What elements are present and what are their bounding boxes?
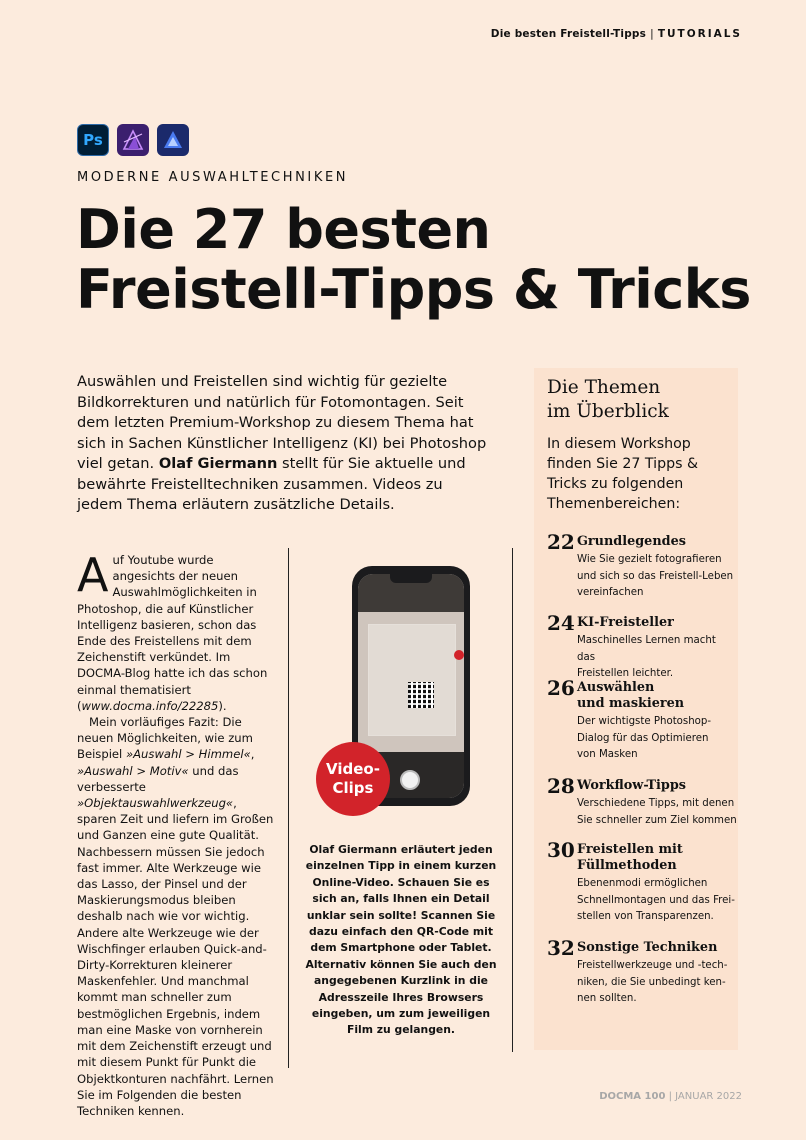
app-icons xyxy=(77,124,189,156)
topic-desc-line: stellen von Transparenzen. xyxy=(577,911,714,922)
body-text: und das verbesserte xyxy=(77,763,239,794)
topic-title-line: Füllmethoden xyxy=(577,858,677,873)
topic-page: 24 xyxy=(547,611,575,635)
topic-desc-line: Schnellmontagen und das Frei- xyxy=(577,894,735,906)
topic-title-line: KI-Freisteller xyxy=(577,615,674,630)
topic-title xyxy=(577,940,737,956)
topic-desc xyxy=(577,714,737,764)
shutter-button-icon xyxy=(400,770,420,790)
topic-desc xyxy=(577,633,737,683)
topic-item xyxy=(547,774,737,829)
intro-text xyxy=(77,372,487,516)
topic-desc-line: Freistellwerkzeuge und -tech- xyxy=(577,960,728,971)
topic-page: 26 xyxy=(547,676,575,700)
body-column xyxy=(77,548,277,1119)
topic-title-line: Auswählen xyxy=(577,680,655,695)
topic-title xyxy=(577,534,737,550)
photoshop-icon: Ps xyxy=(77,124,109,156)
body-text: uf Youtube wurde angesichts der neuen Auswahlmöglichkeiten in Photoshop, die auf Künstlicher Intelligenz basieren, schon das Ende des Freistellens mit dem Zeichenstift verkündet. Im DOCMA-Blog hatte ich das schon einmal thematisiert ( xyxy=(77,553,268,713)
topic-desc-line: und sich so das Freistell-Leben xyxy=(577,570,734,582)
topic-desc-line: Sie schneller zum Ziel kommen xyxy=(577,814,737,826)
topic-page: 32 xyxy=(547,936,575,960)
topic-page: 30 xyxy=(547,838,575,862)
topic-item xyxy=(547,936,737,1008)
topic-desc-line: Freistellen leichter. xyxy=(577,668,674,679)
intro-part-2: stellt für Sie aktuelle und bewährte Freistelltechniken zusammen. Videos zu jedem Thema erläutern zusätzliche Details. xyxy=(77,455,466,513)
topic-item xyxy=(547,676,737,764)
topic-title xyxy=(577,680,737,712)
topic-desc-line: niken, die Sie unbedingt ken- xyxy=(577,976,726,988)
topic-desc xyxy=(577,552,737,602)
topic-title-line: Freistellen mit xyxy=(577,842,683,857)
topic-desc-line: Maschinelles Lernen macht das xyxy=(577,635,716,663)
column-divider-right xyxy=(512,548,513,1052)
header-separator: | xyxy=(650,28,654,40)
topic-desc-line: von Masken xyxy=(577,749,638,760)
badge-line-2: Clips xyxy=(332,779,374,797)
badge-line-1: Video- xyxy=(326,760,380,778)
header-section: TUTORIALS xyxy=(657,28,742,40)
video-clips-badge xyxy=(316,742,390,816)
topic-item xyxy=(547,611,737,683)
sidebar-title-line-1: Die Themen xyxy=(547,377,661,398)
footer-issue: JANUAR 2022 xyxy=(675,1091,742,1102)
body-text: Mein vorläufiges Fazit: Die neuen Möglichkeiten, wie zum Beispiel xyxy=(77,715,253,762)
topic-title xyxy=(577,842,737,874)
menu-path: »Auswahl > Himmel« xyxy=(125,747,251,762)
topic-title xyxy=(577,778,737,794)
luminar-icon xyxy=(157,124,189,156)
blog-link[interactable]: www.docma.info/22285 xyxy=(81,698,219,713)
topics-sidebar xyxy=(534,368,738,1050)
topic-desc xyxy=(577,796,737,829)
topic-desc-line: Dialog für das Optimieren xyxy=(577,732,709,744)
topic-title xyxy=(577,615,737,631)
body-text: , sparen Zeit und liefern im Großen und Ganzen eine gute Qualität. Nachbessern müssen Sie jedoch fast immer. Alte Werkzeuge wie das Lasso, der Pinsel und der Maskierungsmodus bleiben deshalb nach wie vor wichtig. Andere alte Werkzeuge wie der Wischfinger erlauben Quick-and-Dirty-Korrekturen kleinerer Maskenfehler. Und manchmal kommt man schneller zum bestmöglichen Ergebnis, indem man eine Maske von vornherein mit dem Zeichenstift erzeugt und mit diesem Punkt für Punkt die Objektkonturen nachfährt. Lernen Sie im Folgenden die besten Techniken kennen. xyxy=(77,796,274,1118)
topic-page: 28 xyxy=(547,774,575,798)
footer-magazine: DOCMA 100 xyxy=(599,1091,666,1102)
footer-separator: | xyxy=(668,1091,672,1102)
topic-desc-line: Wie Sie gezielt fotografieren xyxy=(577,554,722,565)
tool-name: »Objektauswahlwerkzeug« xyxy=(77,796,234,811)
sidebar-title xyxy=(547,376,669,424)
topic-desc-line: nen sollten. xyxy=(577,993,637,1004)
video-caption: Olaf Giermann erläutert jeden einzelnen Tipp in einem kurzen Online-Video. Schauen Sie es sich an, falls Ihnen ein Detail unklar sein sollte! Scannen Sie dazu einfach den QR-Code mit dem Smartphone oder Tablet. Alternativ können Sie auch den angegebenen Kurzlink in die Adresszeile Ihres Browsers eingeben, um zum jeweiligen Film zu gelangen. xyxy=(305,843,497,1037)
topic-page: 22 xyxy=(547,530,575,554)
body-paragraph-2 xyxy=(77,714,277,1119)
title-line-2: Freistell-Tipps & Tricks xyxy=(76,258,751,321)
drop-cap: A xyxy=(77,548,109,602)
sidebar-intro: In diesem Workshop finden Sie 27 Tipps & Tricks zu folgenden Themenbereichen: xyxy=(547,436,699,512)
author-name: Olaf Giermann xyxy=(158,455,278,472)
topic-title-line: Workflow-Tipps xyxy=(577,778,687,793)
page-title xyxy=(76,200,751,320)
sidebar-title-line-2: im Überblick xyxy=(547,401,669,422)
topic-desc xyxy=(577,958,737,1008)
body-text: ). xyxy=(218,698,227,713)
topic-item xyxy=(547,838,737,926)
topic-title-line: Grundlegendes xyxy=(577,534,686,549)
running-header xyxy=(491,28,742,40)
topic-title-line: und maskieren xyxy=(577,696,685,711)
topic-title-line: Sonstige Techniken xyxy=(577,940,718,955)
phone-notch xyxy=(390,574,432,583)
affinity-photo-icon xyxy=(117,124,149,156)
scan-indicator-icon xyxy=(454,650,464,660)
kicker: MODERNE AUSWAHLTECHNIKEN xyxy=(77,170,349,185)
intro-part-1: Auswählen und Freistellen sind wichtig für gezielte Bildkorrekturen und natürlich für Fotomontagen. Seit dem letzten Premium-Workshop zu diesem Thema hat sich in Sachen Künstlicher Intelligenz (KI) bei Photoshop viel getan. xyxy=(77,373,487,472)
topic-desc-line: Verschiedene Tipps, mit denen xyxy=(577,798,735,809)
topic-desc-line: Der wichtigste Photoshop- xyxy=(577,716,712,727)
topic-item xyxy=(547,530,737,602)
body-paragraph-1 xyxy=(77,548,277,714)
topic-desc xyxy=(577,876,737,926)
menu-path: »Auswahl > Motiv« xyxy=(77,763,189,778)
title-line-1: Die 27 besten xyxy=(76,198,491,261)
header-title: Die besten Freistell-Tipps xyxy=(490,28,647,40)
column-divider-left xyxy=(288,548,289,1068)
topic-desc-line: vereinfachen xyxy=(577,587,644,598)
page-footer xyxy=(599,1091,742,1102)
photographed-page xyxy=(368,624,456,736)
topic-desc-line: Ebenenmodi ermöglichen xyxy=(577,878,708,889)
body-text: , xyxy=(250,747,255,762)
qr-code-icon xyxy=(408,682,434,708)
